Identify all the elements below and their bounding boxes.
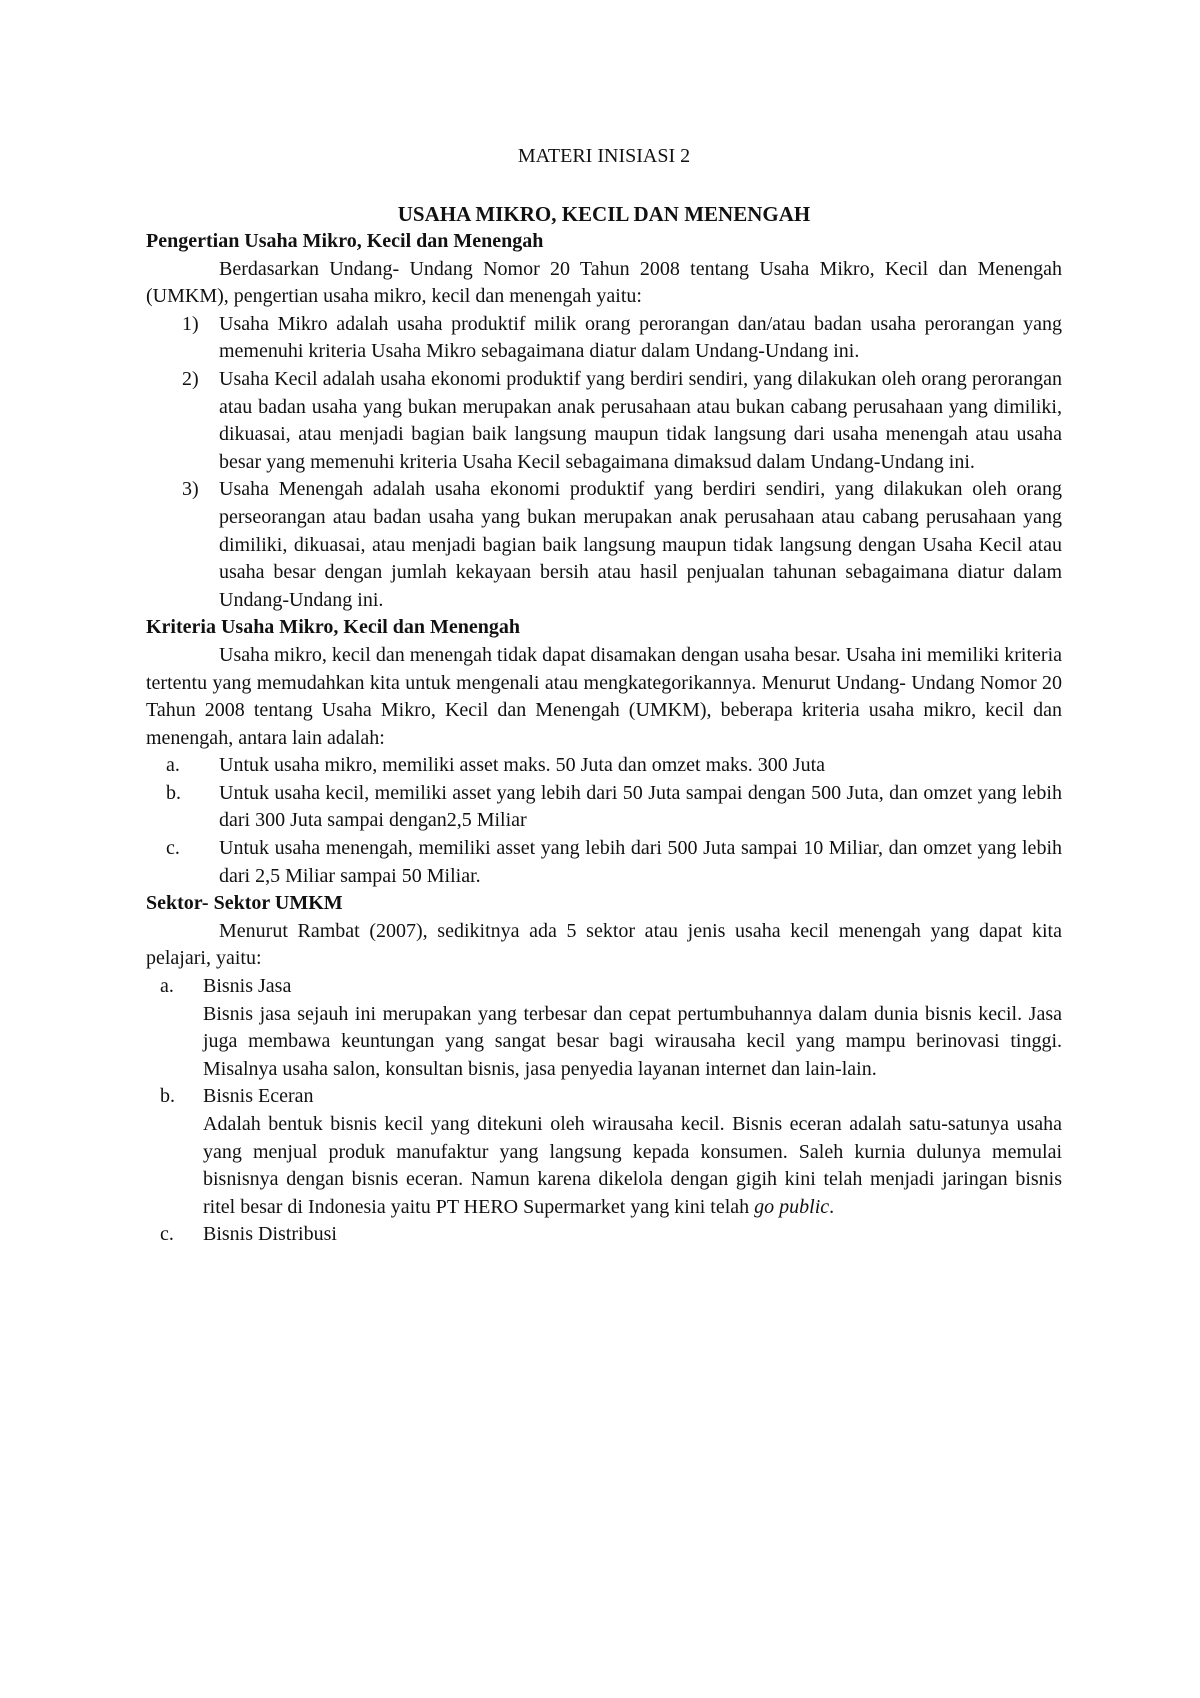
sector-title: Bisnis Eceran bbox=[203, 1085, 314, 1108]
sector-description: Bisnis jasa sejauh ini merupakan yang terbesar dan cepat pertumbuhannya dalam dunia bisnis kecil. Jasa juga membawa keuntungan yang sangat besar bagi wirausaha kecil yang mampu berinovasi tinggi. Misalnya usaha salon, konsultan bisnis, jasa penyedia layanan internet dan lain-lain. bbox=[203, 1002, 1062, 1080]
list-content bbox=[203, 973, 1062, 1083]
sector-list bbox=[146, 973, 1062, 1249]
sector-description-end: . bbox=[829, 1195, 835, 1218]
list-item bbox=[146, 780, 1062, 835]
criteria-list bbox=[146, 752, 1062, 890]
section-heading: Sektor- Sektor UMKM bbox=[146, 892, 343, 915]
list-item bbox=[146, 311, 1062, 366]
list-marker: c. bbox=[166, 837, 180, 860]
list-marker: 2) bbox=[182, 367, 199, 390]
section-intro: Berdasarkan Undang- Undang Nomor 20 Tahun 2008 tentang Usaha Mikro, Kecil dan Menengah (UMKM), pengertian usaha mikro, kecil dan menengah yaitu: bbox=[146, 257, 1062, 308]
list-text: Usaha Kecil adalah usaha ekonomi produktif yang berdiri sendiri, yang dilakukan oleh orang perorangan atau badan usaha yang bukan merupakan anak perusahaan atau bukan cabang perusahaan yang dimiliki, dikuasai, atau menjadi bagian baik langsung maupun tidak langsung dari usaha menengah atau usaha besar yang memenuhi kriteria Usaha Kecil sebagaimana dimaksud dalam Undang-Undang ini. bbox=[219, 367, 1062, 473]
list-item bbox=[146, 752, 1062, 780]
section-intro: Usaha mikro, kecil dan menengah tidak dapat disamakan dengan usaha besar. Usaha ini memiliki kriteria tertentu yang memudahkan kita untuk mengenali atau mengkategorikannya. Menurut Undang- Undang Nomor 20 Tahun 2008 tentang Usaha Mikro, Kecil dan Menengah (UMKM), beberapa kriteria usaha mikro, kecil dan menengah, antara lain adalah: bbox=[146, 643, 1062, 749]
section-kriteria bbox=[146, 614, 1062, 890]
section-sektor bbox=[146, 890, 1062, 1249]
list-text: Untuk usaha mikro, memiliki asset maks. 50 Juta dan omzet maks. 300 Juta bbox=[219, 754, 826, 777]
sector-description bbox=[203, 1111, 1062, 1221]
sector-title: Bisnis Jasa bbox=[203, 975, 292, 998]
main-title: USAHA MIKRO, KECIL DAN MENENGAH bbox=[397, 202, 811, 226]
list-text: Usaha Mikro adalah usaha produktif milik orang perorangan dan/atau badan usaha perorangan yang memenuhi kriteria Usaha Mikro sebagaimana diatur dalam Undang-Undang ini. bbox=[219, 312, 1062, 363]
section-intro: Menurut Rambat (2007), sedikitnya ada 5 sektor atau jenis usaha kecil menengah yang dapat kita pelajari, yaitu: bbox=[146, 919, 1062, 970]
section-pengertian bbox=[146, 228, 1062, 614]
list-item bbox=[146, 1221, 1062, 1249]
list-marker: b. bbox=[160, 1085, 175, 1108]
list-marker: 1) bbox=[182, 312, 199, 335]
list-content bbox=[203, 1083, 1062, 1221]
list-item bbox=[146, 366, 1062, 476]
list-item bbox=[146, 973, 1062, 1083]
section-heading: Pengertian Usaha Mikro, Kecil dan Menengah bbox=[146, 230, 544, 252]
list-item bbox=[146, 835, 1062, 890]
list-marker: a. bbox=[160, 975, 174, 998]
list-marker: 3) bbox=[182, 478, 199, 501]
sector-title: Bisnis Distribusi bbox=[203, 1223, 337, 1246]
list-item bbox=[146, 476, 1062, 614]
list-content bbox=[203, 1221, 1062, 1249]
list-marker: a. bbox=[166, 754, 180, 777]
list-text: Usaha Menengah adalah usaha ekonomi produktif yang berdiri sendiri, yang dilakukan oleh orang perseorangan atau badan usaha yang bukan merupakan anak perusahaan atau cabang perusahaan yang dimiliki, dikuasai, atau menjadi bagian baik langsung maupun tidak langsung dengan Usaha Kecil atau usaha besar dengan jumlah kekayaan bersih atau hasil penjualan tahunan sebagaimana diatur dalam Undang-Undang ini. bbox=[219, 478, 1062, 611]
section-heading: Kriteria Usaha Mikro, Kecil dan Menengah bbox=[146, 616, 521, 639]
list-text: Untuk usaha kecil, memiliki asset yang lebih dari 50 Juta sampai dengan 500 Juta, dan omzet yang lebih dari 300 Juta sampai dengan2,5 Miliar bbox=[219, 781, 1062, 832]
list-marker: b. bbox=[166, 781, 181, 804]
list-item bbox=[146, 1083, 1062, 1221]
list-marker: c. bbox=[160, 1223, 174, 1246]
document-title: MATERI INISIASI 2 bbox=[517, 145, 691, 167]
definition-list bbox=[146, 311, 1062, 615]
sector-description-text: Adalah bentuk bisnis kecil yang ditekuni oleh wirausaha kecil. Bisnis eceran adalah satu-satunya usaha yang menjual produk manufaktur yang langsung kepada konsumen. Saleh kurnia dulunya memulai bisnisnya dengan bisnis eceran. Namun karena dikelola dengan gigih kini telah menjadi jaringan bisnis ritel besar di Indonesia yaitu PT HERO Supermarket yang kini telah bbox=[203, 1113, 1062, 1218]
list-text: Untuk usaha menengah, memiliki asset yang lebih dari 500 Juta sampai 10 Miliar, dan omzet yang lebih dari 2,5 Miliar sampai 50 Miliar. bbox=[219, 837, 1062, 887]
sector-description-emphasis: go public bbox=[754, 1195, 830, 1218]
